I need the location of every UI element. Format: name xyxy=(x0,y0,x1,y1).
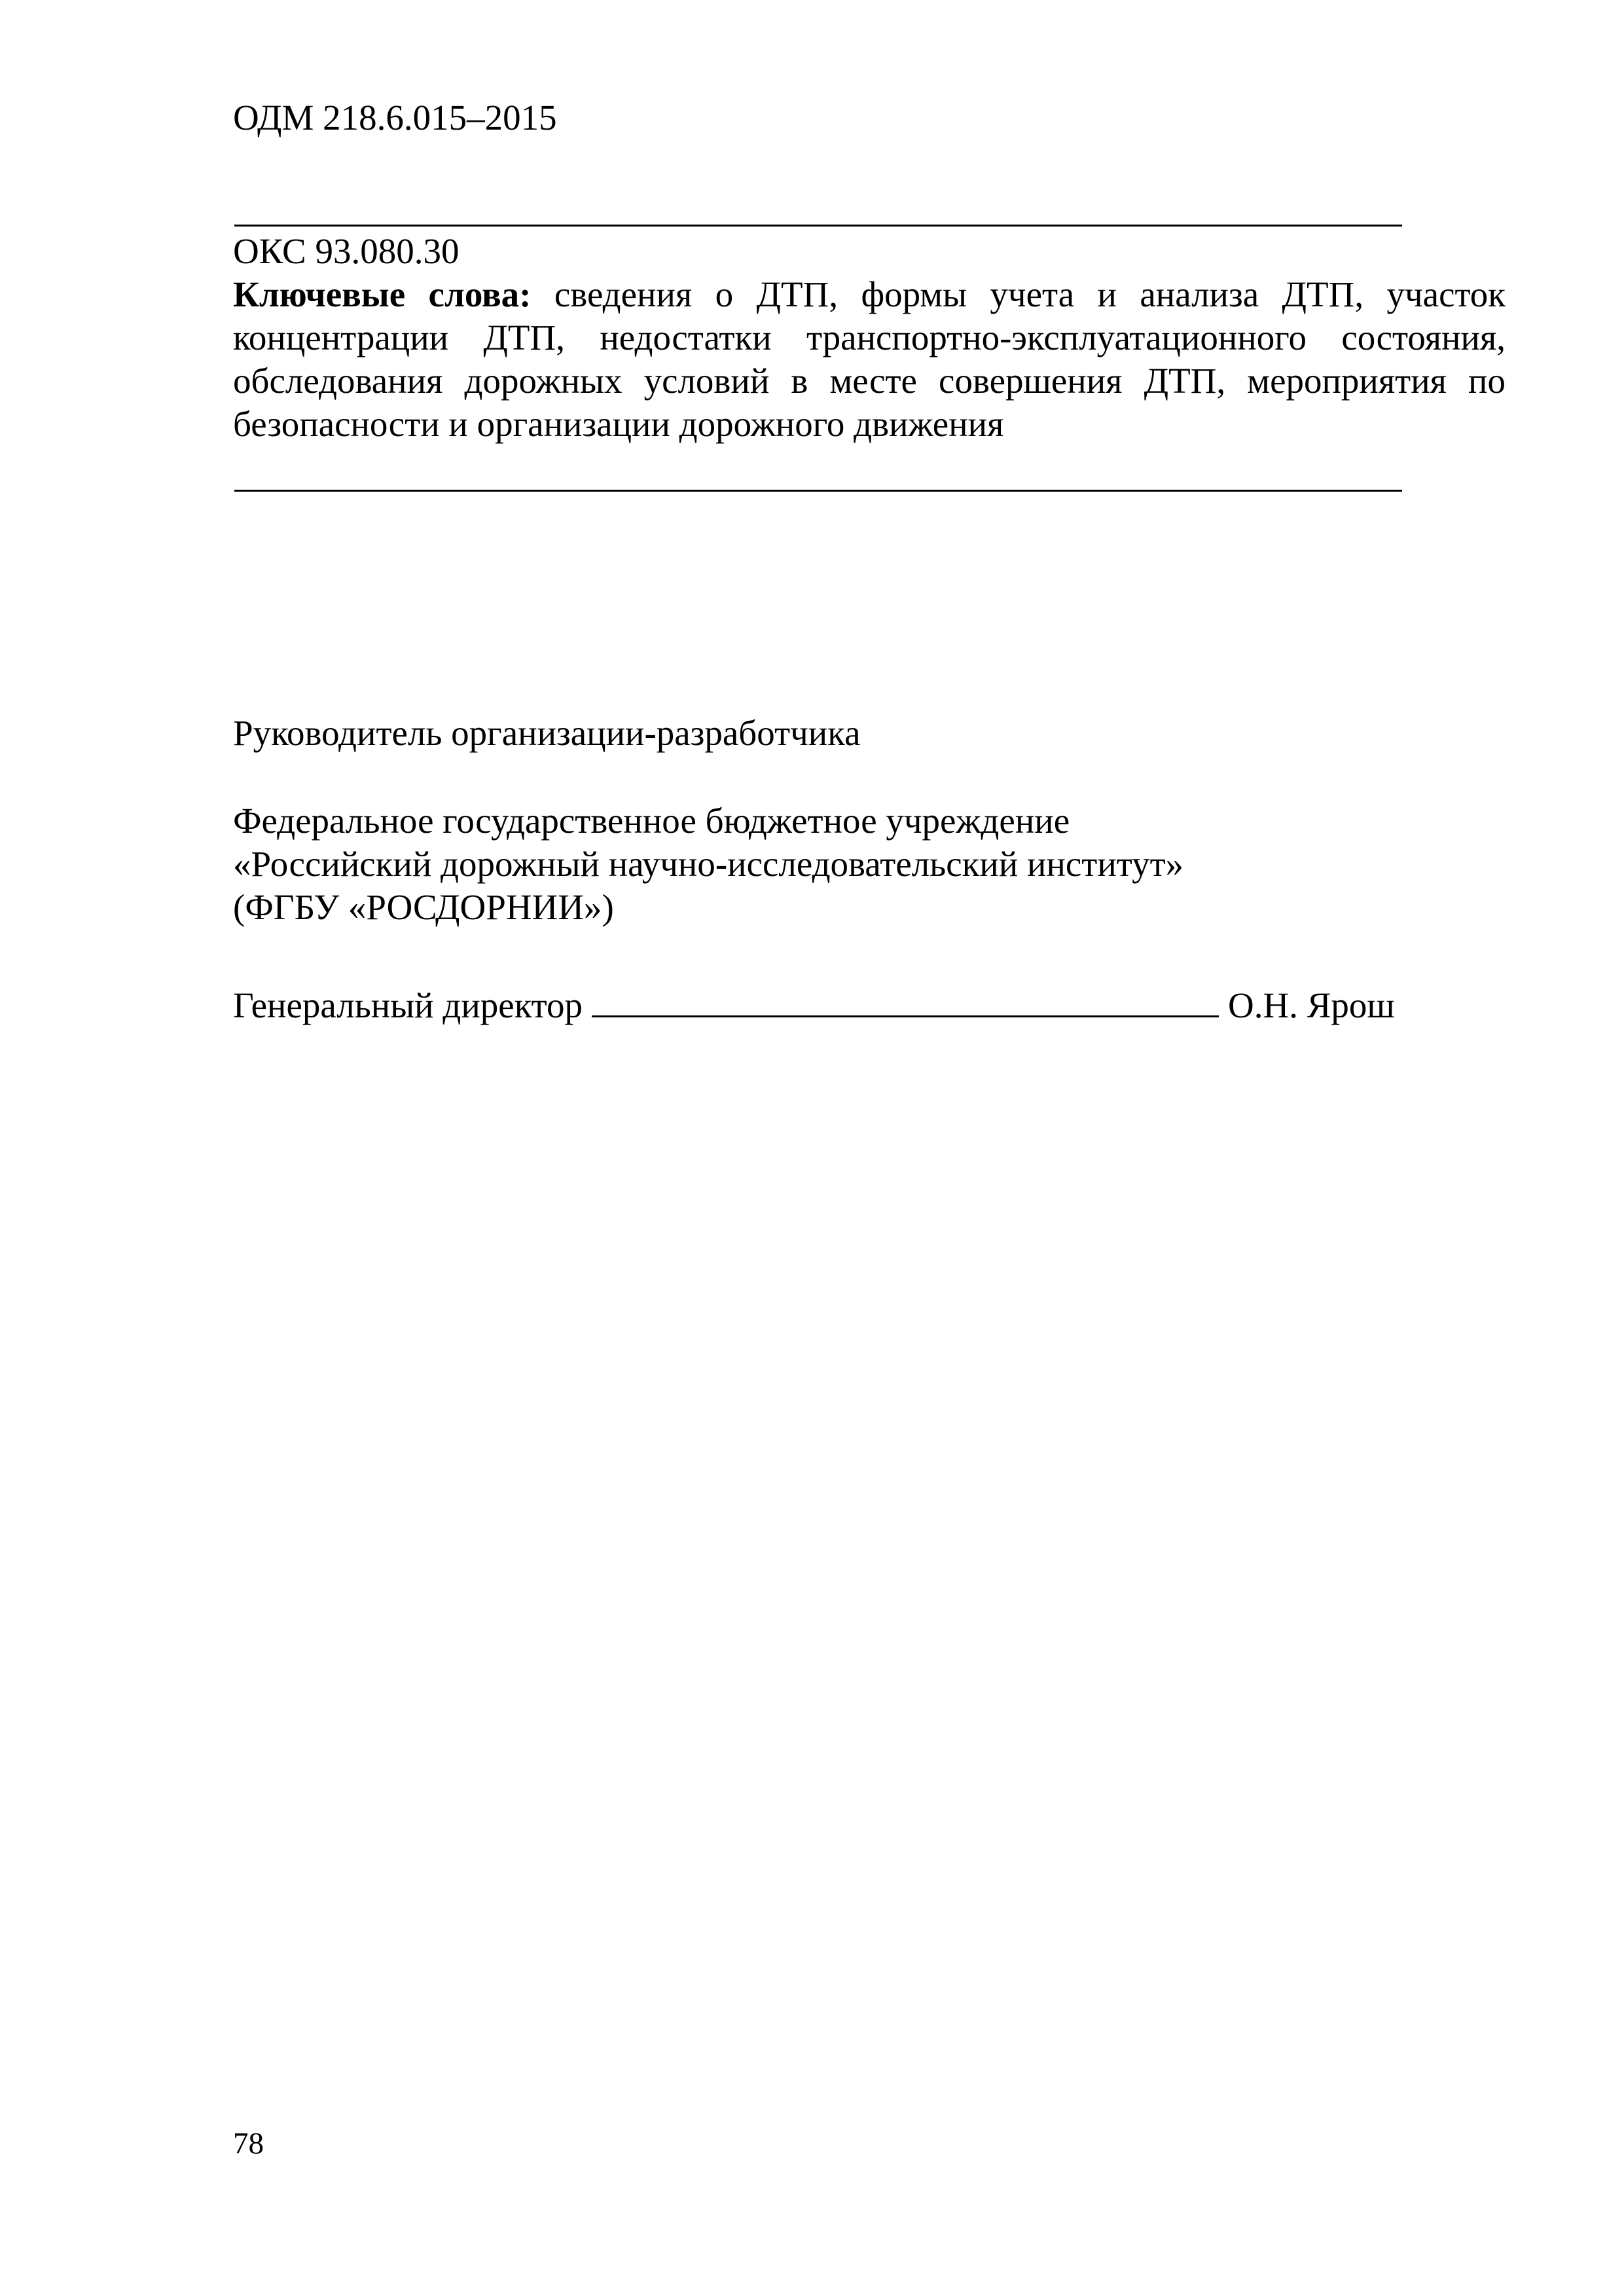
signatory-position: Генеральный директор xyxy=(233,985,583,1025)
keywords-text: сведения о ДТП, формы учета и анализа ДТП, участок концентрации ДТП, недостатки транспортно-эксплуатационного состояния, обследования дорожных условий в месте совершения ДТП, мероприятия по безопасности и организации дорожного движения xyxy=(233,274,1506,444)
organization-block xyxy=(233,799,1183,929)
signature-line xyxy=(592,981,1219,1017)
separator-bottom xyxy=(234,490,1402,492)
separator-top xyxy=(234,225,1402,227)
organization-line-1: Федеральное государственное бюджетное учреждение xyxy=(233,801,1070,841)
developer-heading: Руководитель организации-разработчика xyxy=(233,713,861,753)
signature-row xyxy=(233,981,1506,1027)
keywords-paragraph xyxy=(233,273,1506,446)
keywords-label: Ключевые слова: xyxy=(233,274,532,314)
organization-line-2: «Российский дорожный научно-исследовательский институт» xyxy=(233,844,1184,884)
oks-code: ОКС 93.080.30 xyxy=(233,231,460,271)
page-number: 78 xyxy=(233,2126,264,2160)
organization-line-3: (ФГБУ «РОСДОРНИИ») xyxy=(233,887,614,927)
signatory-name: О.Н. Ярош xyxy=(1228,985,1395,1025)
document-code: ОДМ 218.6.015–2015 xyxy=(233,98,557,137)
